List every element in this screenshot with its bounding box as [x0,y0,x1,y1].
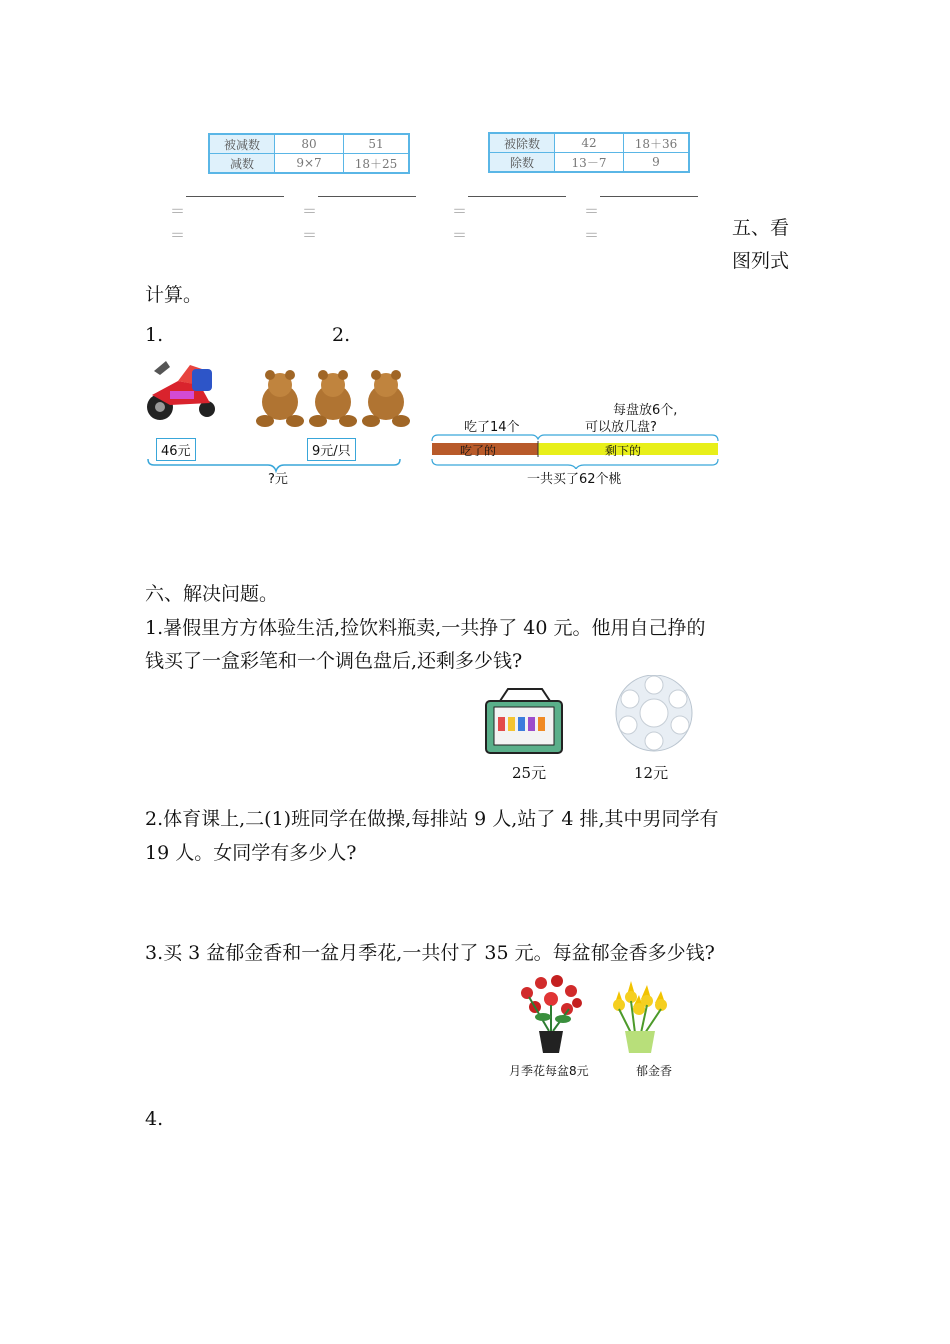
problem-1-line-1: 1.暑假里方方体验生活,捡饮料瓶卖,一共挣了 40 元。他用自己挣的 [145,617,706,639]
table-row [209,154,409,174]
problem-2-line-2: 19 人。女同学有多少人? [145,842,357,864]
tulip-pot-icon [613,981,667,1053]
equals-sign: ＝ [584,226,600,244]
equals-sign: ＝ [452,202,468,220]
answer-line[interactable] [468,196,566,197]
art-supplies-figure [480,675,710,760]
palette-icon [616,675,692,751]
table-cell: 51 [344,134,410,154]
equals-sign: ＝ [302,202,318,220]
tricycle-price: 46元 [156,438,196,461]
question-number: 2. [332,324,351,346]
table-cell: 9×7 [275,154,344,174]
palette-price: 12元 [634,764,669,782]
rose-pot-icon [521,975,582,1053]
problem-2-line-1: 2.体育课上,二(1)班同学在做操,每排站 9 人,站了 4 排,其中男同学有 [145,808,719,830]
division-table [488,132,690,173]
section-five-title-1: 五、看 [732,217,790,239]
table-row [489,133,689,153]
table-cell: 42 [555,133,624,153]
answer-line[interactable] [600,196,698,197]
table-cell: 被除数 [489,133,555,153]
table-cell: 减数 [209,154,275,174]
table-cell: 18＋25 [344,154,410,174]
table-row [209,134,409,154]
table-cell: 13－7 [555,153,624,173]
equals-sign: ＝ [452,226,468,244]
per-plate-label: 每盘放6个, [613,403,678,418]
teddy-bear-icon [256,370,304,427]
remaining-bar-label: 剩下的 [605,444,642,458]
rose-label: 月季花每盆8元 [509,1064,589,1078]
total-peach-label: 一共买了62个桃 [527,472,622,487]
teddy-bear-icon [309,370,357,427]
ate-label: 吃了14个 [464,420,520,435]
section-five-title-2: 图列式 [732,250,790,272]
per-plate-question: 可以放几盘? [585,420,657,435]
answer-line[interactable] [186,196,284,197]
teddy-bear-icon [362,370,410,427]
tulip-label: 郁金香 [636,1064,673,1078]
table-cell: 被减数 [209,134,275,154]
problem-4-number: 4. [145,1108,164,1130]
equals-sign: ＝ [170,202,186,220]
question-number: 1. [145,324,164,346]
section-six-title: 六、解决问题。 [145,583,279,605]
equals-sign: ＝ [302,226,318,244]
flowers-figure [515,973,695,1058]
table-row [489,153,689,173]
problem-3-line-1: 3.买 3 盆郁金香和一盆月季花,一共付了 35 元。每盆郁金香多少钱? [145,942,715,964]
table-cell: 9 [624,153,690,173]
bear-price: 9元/只 [307,438,356,461]
equals-sign: ＝ [170,226,186,244]
table-cell: 80 [275,134,344,154]
total-unknown: ?元 [268,472,288,487]
table-cell: 18＋36 [624,133,690,153]
pens-price: 25元 [512,764,547,782]
section-five-title-3: 计算。 [145,284,203,306]
subtraction-table [208,133,410,174]
problem-1-line-2: 钱买了一盒彩笔和一个调色盘后,还剩多少钱? [145,650,523,672]
eaten-bar-label: 吃了的 [460,444,497,458]
answer-line[interactable] [318,196,416,197]
table-cell: 除数 [489,153,555,173]
tricycle-icon [147,361,215,420]
color-pens-box-icon [486,689,562,753]
equals-sign: ＝ [584,202,600,220]
